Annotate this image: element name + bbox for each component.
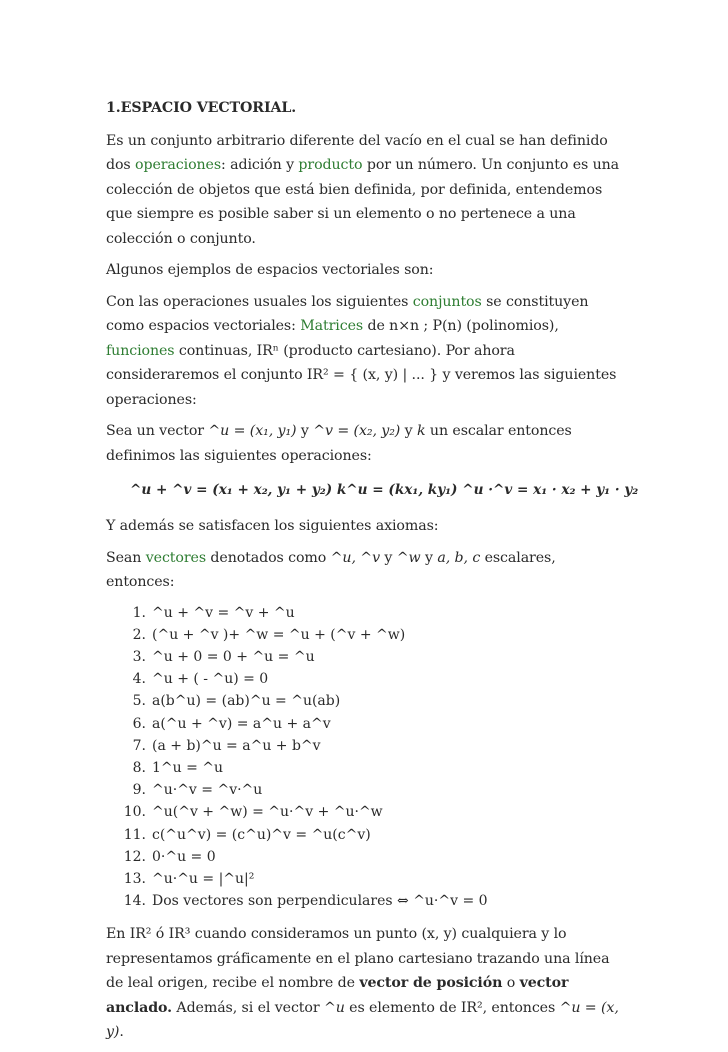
math-u: ^u [323, 999, 345, 1016]
item-text: Dos vectores son perpendiculares ⇔ ^u·^v = 0 [152, 893, 488, 910]
text: Sean [106, 549, 146, 566]
paragraph-vectors [106, 546, 622, 595]
list-item [106, 890, 622, 912]
paragraph-vector-def [106, 419, 622, 468]
axioms-list [106, 602, 622, 913]
text: un escalar entonces definimos las siguientes operaciones: [106, 423, 572, 464]
list-item [106, 690, 622, 712]
paragraph-definition [106, 129, 622, 252]
item-text: ^u + ^v = ^v + ^u [152, 604, 295, 621]
item-number: 14. [123, 893, 146, 910]
item-number: 1. [132, 604, 146, 621]
list-item [106, 757, 622, 779]
text: y [400, 423, 417, 439]
text: denotados como [206, 549, 331, 566]
item-number: 3. [132, 648, 146, 665]
text: . [119, 1024, 124, 1041]
text: Sea un vector [106, 423, 209, 439]
paragraph-examples-intro: Algunos ejemplos de espacios vectoriales son: [106, 262, 434, 278]
link-conjuntos[interactable]: conjuntos [412, 293, 482, 310]
text: por un número. Un conjunto es una colección de objetos que está bien definida, por definida, entendemos que siempre es posible saber si un elemento o no pertenece a una colección o conjunto. [106, 157, 620, 247]
math-vars: ^u, ^v [330, 549, 380, 566]
paragraph-axioms-intro: Y además se satisfacen los siguientes axiomas: [106, 518, 439, 534]
list-item [106, 668, 622, 690]
link-producto[interactable]: producto [298, 157, 363, 173]
item-text: ^u(^v + ^w) = ^u·^v + ^u·^w [152, 804, 383, 821]
text: : adición y [221, 157, 299, 173]
text: Además, si el vector [172, 999, 324, 1016]
item-text: c(^u^v) = (c^u)^v = ^u(c^v) [152, 826, 371, 843]
text: y [380, 549, 397, 566]
math-k: k [417, 423, 426, 439]
text: y [420, 549, 438, 566]
math-u-eq: ^u = (x, y) [106, 999, 619, 1041]
item-number: 5. [132, 693, 146, 710]
item-text: (^u + ^v )+ ^w = ^u + (^v + ^w) [152, 626, 406, 643]
text: escalares, entonces: [106, 549, 556, 590]
list-item [106, 779, 622, 801]
paragraph-examples [106, 290, 622, 413]
list-item [106, 713, 622, 735]
item-number: 10. [123, 804, 146, 821]
list-item [106, 868, 622, 890]
term-bold: vector de posición [359, 975, 503, 992]
item-text: ^u·^v = ^v·^u [152, 782, 263, 799]
link-operaciones[interactable]: operaciones [135, 157, 222, 173]
item-text: (a + b)^u = a^u + b^v [152, 737, 321, 754]
item-text: a(^u + ^v) = a^u + a^v [152, 715, 331, 732]
operations-formula: ^u + ^v = (x₁ + x₂, y₁ + y₂) k^u = (kx₁, ky₁) ^u ·^v = x₁ · x₂ + y₁ · y₂ [130, 482, 639, 498]
link-matrices[interactable]: Matrices [300, 318, 364, 334]
item-text: 1^u = ^u [152, 759, 224, 776]
item-text: ^u·^u = |^u|² [152, 870, 255, 887]
item-number: 12. [123, 848, 146, 865]
text: y [296, 423, 314, 439]
item-number: 4. [132, 671, 146, 688]
item-number: 11. [123, 826, 146, 843]
text: se constituyen como espacios vectoriales: [106, 293, 589, 334]
list-item [106, 624, 622, 646]
text: es elemento de IR², entonces [344, 999, 560, 1016]
item-number: 7. [132, 737, 146, 754]
item-text: a(b^u) = (ab)^u = ^u(ab) [152, 693, 341, 710]
link-vectores[interactable]: vectores [145, 549, 206, 566]
item-text: ^u + ( - ^u) = 0 [152, 671, 269, 688]
item-number: 6. [132, 715, 146, 732]
term-bold: vector anclado. [106, 975, 569, 1016]
text: de n×n ; P(n) (polinomios), [363, 318, 559, 334]
link-funciones[interactable]: funciones [106, 342, 175, 359]
text: continuas, IRⁿ (producto cartesiano). Por ahora consideraremos el conjunto IR² = { (x, y) | ... } y veremos las siguientes operaciones: [106, 342, 617, 408]
text: Con las operaciones usuales los siguientes [106, 293, 413, 310]
list-item [106, 602, 622, 624]
list-item [106, 735, 622, 757]
item-text: 0·^u = 0 [152, 848, 216, 865]
list-item [106, 801, 622, 823]
text: Es un conjunto arbitrario diferente del vacío en el cual se han definido dos [106, 132, 608, 173]
math-v: ^v = (x₂, y₂) [313, 423, 401, 439]
item-number: 13. [123, 870, 146, 887]
item-number: 9. [132, 782, 146, 799]
section-title: 1.ESPACIO VECTORIAL. [106, 100, 297, 116]
item-number: 2. [132, 626, 146, 643]
math-vars: a, b, c [437, 549, 481, 566]
item-text: ^u + 0 = 0 + ^u = ^u [152, 648, 315, 665]
paragraph-position-vector [106, 922, 622, 1045]
text: o [502, 975, 520, 992]
list-item [106, 646, 622, 668]
document-body [106, 96, 639, 1052]
math-vars: ^w [396, 549, 421, 566]
item-number: 8. [132, 759, 146, 776]
text: En IR² ó IR³ cuando consideramos un punto (x, y) cualquiera y lo representamos gráficamente en el plano cartesiano trazando una línea de leal origen, recibe el nombre de [106, 926, 610, 992]
math-u: ^u = (x₁, y₁) [208, 423, 297, 439]
list-item [106, 824, 622, 846]
list-item [106, 846, 622, 868]
